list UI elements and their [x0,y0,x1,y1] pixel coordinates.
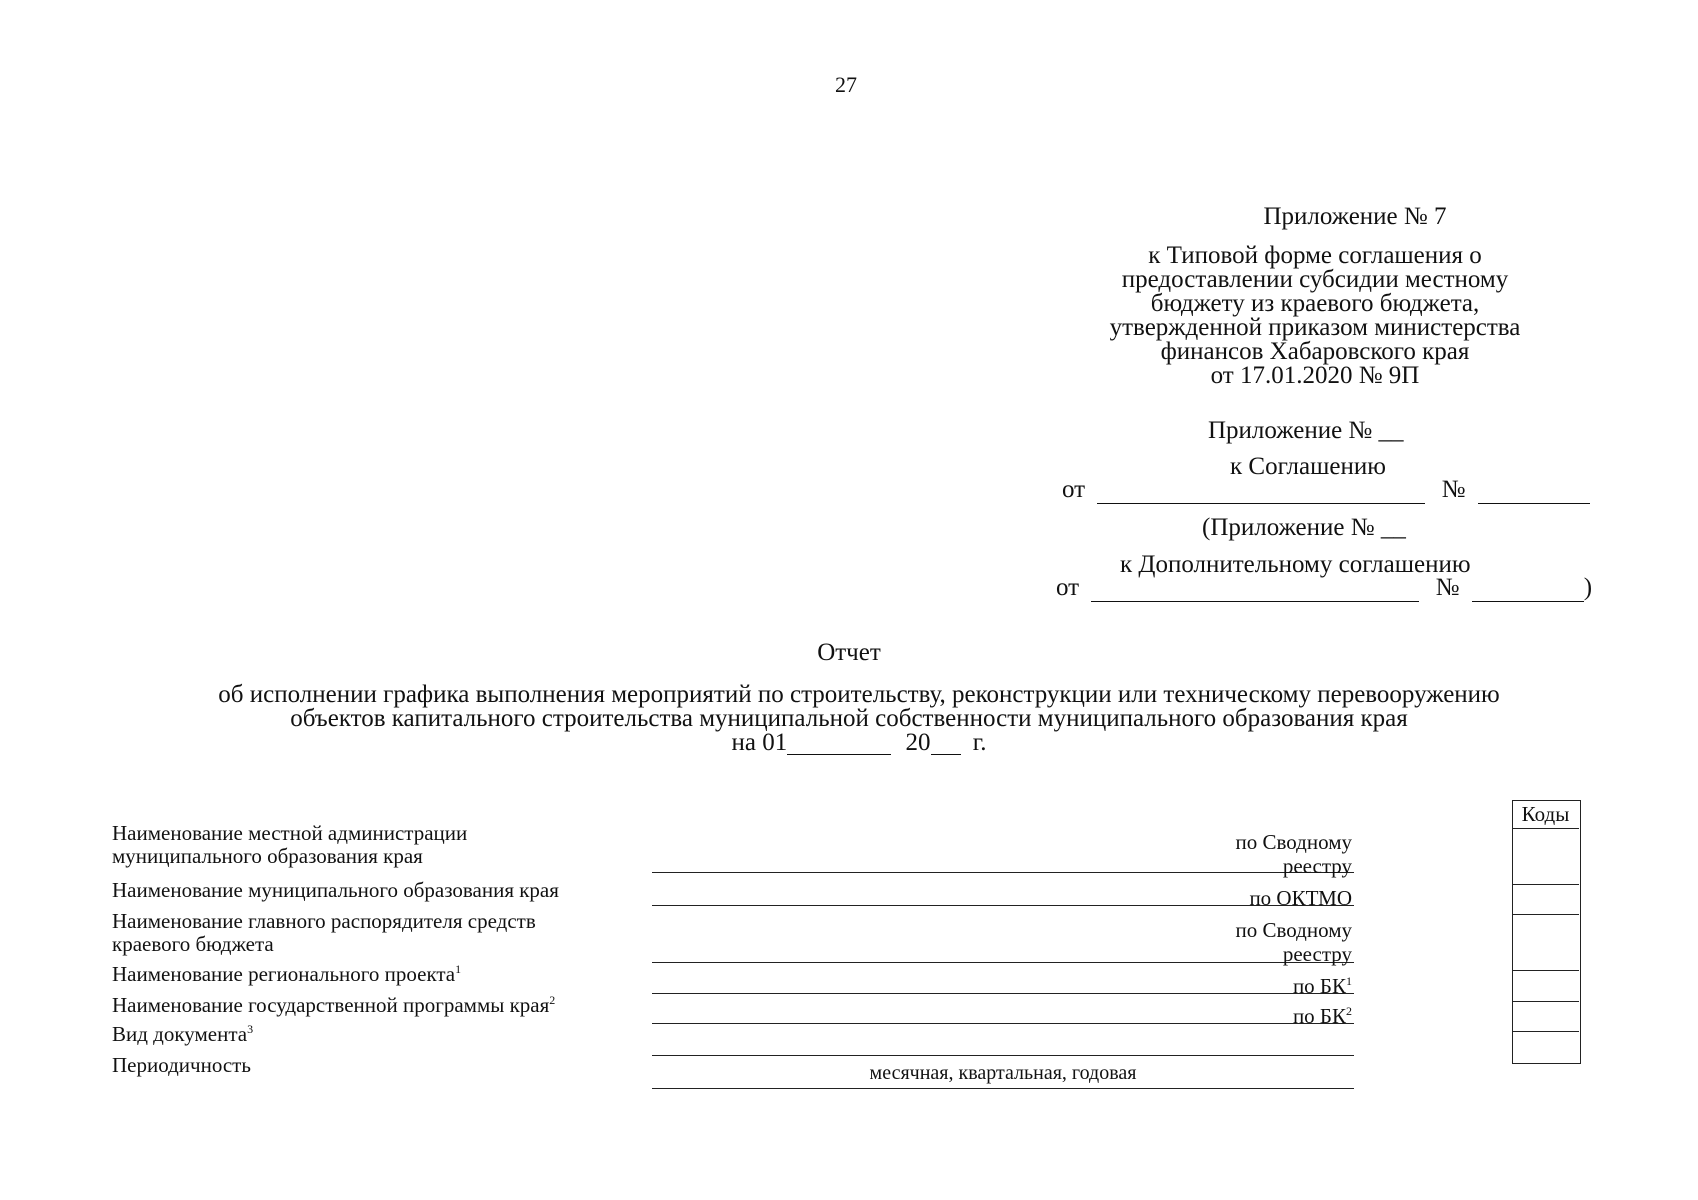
code-cell-divider [1512,914,1579,915]
footnote-marker: 2 [549,993,556,1007]
additional-number-label: № [1435,574,1460,601]
row-label: Наименование главного распорядителя средств [112,909,536,933]
report-month-field[interactable] [787,734,891,755]
code-label-line: по БК [1292,974,1346,998]
footnote-marker: 1 [455,962,462,976]
footnote-marker: 3 [247,1022,254,1036]
additional-date-line [1056,574,1592,602]
row-regional-project [112,963,461,986]
row-periodicity [112,1054,251,1077]
agreement-to-label: к Соглашению [1230,453,1386,480]
appendix-subtitle-line: бюджету из краевого бюджета, [1150,290,1480,317]
report-date-prefix: на 01 [731,729,788,756]
appendix-subtitle-line: утвержденной приказом министерства [1109,314,1521,341]
code-label-line: по ОКТМО [1249,886,1352,910]
agreement-appendix-label: Приложение № __ [1208,417,1404,444]
row-document-type [112,1023,253,1046]
agreement-number-label: № [1441,476,1466,503]
additional-from-label: от [1056,574,1080,601]
row-label: муниципального образования края [112,844,423,868]
document-type-field[interactable] [652,1055,1354,1056]
agreement-number-field[interactable] [1478,481,1590,504]
footnote-marker: 2 [1346,1004,1352,1018]
row-local-administration [112,822,467,868]
code-cell-divider [1512,884,1579,885]
appendix-title: Приложение № 7 [1263,203,1447,230]
footnote-marker: 1 [1346,974,1352,988]
periodicity-field[interactable] [652,1088,1354,1089]
periodicity-value: месячная, квартальная, годовая [869,1062,1137,1084]
code-cell-divider [1512,1031,1579,1032]
page-number: 27 [835,72,857,97]
code-cell-divider [1512,828,1579,829]
report-date-suffix: г. [972,729,987,756]
code-label-line: по БК [1292,1004,1346,1028]
agreement-date-line [1062,476,1590,504]
code-label-bk-2 [1293,1004,1352,1028]
appendix-subtitle [1055,244,1575,388]
report-year-prefix: 20 [905,729,931,756]
additional-date-field[interactable] [1091,579,1419,602]
appendix-subtitle-line: к Типовой форме соглашения о [1148,242,1482,269]
code-label-oktmo [1249,886,1352,910]
additional-to-label: к Дополнительному соглашению [1120,551,1471,578]
report-date-line [10,730,1698,755]
row-label: Периодичность [112,1053,251,1077]
code-label-bk-1 [1293,974,1352,998]
code-cell-divider [1512,1001,1579,1002]
report-title-line1: об исполнении графика выполнения мероприятий по строительству, реконструкции или техническому перевооружению [218,681,1500,708]
code-label-line: по Сводному [1235,918,1352,942]
code-label-consolidated-registry [1236,830,1352,878]
codes-header: Коды [1521,802,1570,826]
row-municipality [112,879,559,902]
row-label: Наименование местной администрации [112,821,468,845]
report-year-field[interactable] [931,734,961,755]
code-cell-divider [1512,970,1579,971]
code-label-consolidated-registry-2 [1236,918,1352,966]
additional-appendix-label: (Приложение № __ [1202,514,1406,541]
appendix-subtitle-line: предоставлении субсидии местному [1121,266,1509,293]
row-label: Наименование государственной программы края [112,993,550,1017]
row-budget-manager [112,910,536,956]
row-label: Наименование регионального проекта [112,962,456,986]
state-program-field[interactable] [652,1023,1354,1024]
row-label: Наименование муниципального образования края [112,878,559,902]
report-title-line2: объектов капитального строительства муниципальной собственности муниципального образования края [290,705,1408,732]
additional-number-field[interactable] [1472,579,1584,602]
row-label: краевого бюджета [112,932,274,956]
agreement-from-label: от [1062,476,1086,503]
row-label: Вид документа [112,1022,248,1046]
code-label-line: реестру [1282,854,1352,878]
appendix-subtitle-line: финансов Хабаровского края [1160,338,1470,365]
additional-close-paren: ) [1583,574,1593,601]
agreement-date-field[interactable] [1097,481,1425,504]
appendix-subtitle-line: от 17.01.2020 № 9П [1210,362,1420,389]
code-label-line: по Сводному [1235,830,1352,854]
regional-project-field[interactable] [652,993,1354,994]
report-title: Отчет [817,639,881,666]
codes-table [1512,800,1581,1064]
row-state-program [112,994,555,1017]
code-label-line: реестру [1282,942,1352,966]
